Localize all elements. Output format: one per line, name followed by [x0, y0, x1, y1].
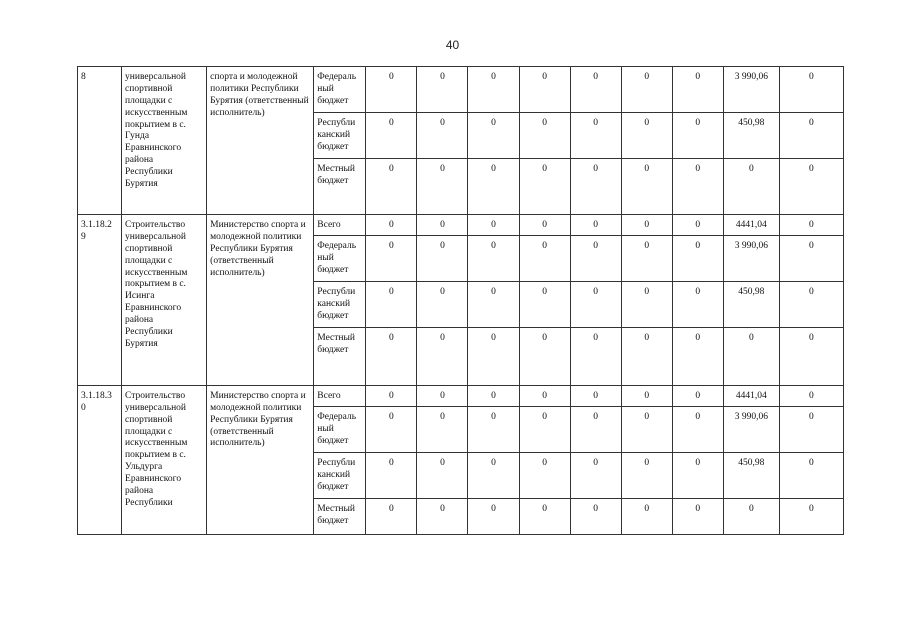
amount-cell: 0 [417, 406, 468, 452]
amount-cell: 0 [519, 281, 570, 327]
amount-cell: 0 [417, 215, 468, 236]
executor-cell: Министерство спорта и молодежной политики Республики Бурятия (ответственный исполнитель) [207, 215, 314, 386]
amount-cell: 0 [570, 159, 621, 215]
amount-cell: 0 [366, 406, 417, 452]
amount-cell: 0 [468, 215, 519, 236]
amount-cell: 0 [779, 215, 843, 236]
amount-cell: 0 [672, 452, 723, 498]
amount-cell: 0 [621, 67, 672, 113]
amount-cell: 0 [779, 235, 843, 281]
amount-cell: 0 [779, 452, 843, 498]
amount-cell: 0 [417, 113, 468, 159]
amount-cell: 0 [366, 159, 417, 215]
amount-cell: 3 990,06 [723, 406, 779, 452]
funding-source-cell: Федераль ный бюджет [314, 67, 366, 113]
amount-cell: 0 [519, 215, 570, 236]
amount-cell: 0 [672, 281, 723, 327]
amount-cell: 0 [519, 113, 570, 159]
amount-cell: 0 [417, 235, 468, 281]
amount-cell: 0 [519, 159, 570, 215]
amount-cell: 0 [570, 215, 621, 236]
activity-name-cell: Строительство универсальной спортивной площадки с искусственным покрытием в с. Исинга Еравнинского района Республики Бурятия [122, 215, 207, 386]
amount-cell: 0 [468, 385, 519, 406]
funding-source-cell: Местный бюджет [314, 159, 366, 215]
amount-cell: 450,98 [723, 113, 779, 159]
funding-source-cell: Всего [314, 385, 366, 406]
amount-cell: 0 [519, 67, 570, 113]
amount-cell: 0 [519, 327, 570, 385]
executor-cell: Министерство спорта и молодежной политики Республики Бурятия (ответственный исполнитель) [207, 385, 314, 534]
amount-cell: 0 [366, 281, 417, 327]
amount-cell: 0 [672, 498, 723, 534]
amount-cell: 0 [519, 452, 570, 498]
amount-cell: 0 [468, 498, 519, 534]
amount-cell: 0 [779, 406, 843, 452]
amount-cell: 0 [417, 67, 468, 113]
amount-cell: 0 [723, 159, 779, 215]
amount-cell: 0 [570, 498, 621, 534]
funding-source-cell: Республи канский бюджет [314, 452, 366, 498]
row-id-cell: 8 [78, 67, 122, 215]
budget-table [77, 66, 844, 535]
amount-cell: 0 [723, 327, 779, 385]
amount-cell: 0 [621, 281, 672, 327]
amount-cell: 0 [570, 113, 621, 159]
amount-cell: 0 [468, 406, 519, 452]
amount-cell: 0 [468, 452, 519, 498]
amount-cell: 0 [672, 235, 723, 281]
row-id-cell: 3.1.18.2 9 [78, 215, 122, 386]
amount-cell: 0 [672, 327, 723, 385]
table-row [78, 385, 844, 406]
amount-cell: 0 [366, 235, 417, 281]
amount-cell: 0 [468, 327, 519, 385]
funding-source-cell: Местный бюджет [314, 327, 366, 385]
amount-cell: 450,98 [723, 452, 779, 498]
amount-cell: 0 [672, 385, 723, 406]
amount-cell: 0 [366, 498, 417, 534]
amount-cell: 0 [779, 67, 843, 113]
table-row [78, 215, 844, 236]
amount-cell: 0 [417, 281, 468, 327]
amount-cell: 0 [468, 67, 519, 113]
amount-cell: 0 [672, 67, 723, 113]
funding-source-cell: Федераль ный бюджет [314, 235, 366, 281]
amount-cell: 0 [621, 452, 672, 498]
row-id-cell: 3.1.18.3 0 [78, 385, 122, 534]
amount-cell: 0 [570, 385, 621, 406]
amount-cell: 0 [417, 498, 468, 534]
amount-cell: 0 [366, 113, 417, 159]
amount-cell: 0 [779, 113, 843, 159]
amount-cell: 0 [519, 498, 570, 534]
amount-cell: 0 [672, 406, 723, 452]
amount-cell: 4441,04 [723, 385, 779, 406]
amount-cell: 0 [779, 281, 843, 327]
amount-cell: 0 [570, 452, 621, 498]
amount-cell: 0 [417, 452, 468, 498]
amount-cell: 0 [366, 67, 417, 113]
amount-cell: 0 [519, 385, 570, 406]
amount-cell: 0 [672, 215, 723, 236]
amount-cell: 0 [621, 235, 672, 281]
amount-cell: 0 [366, 452, 417, 498]
amount-cell: 0 [468, 159, 519, 215]
table-body [78, 67, 844, 535]
amount-cell: 3 990,06 [723, 235, 779, 281]
amount-cell: 0 [779, 159, 843, 215]
amount-cell: 0 [621, 385, 672, 406]
amount-cell: 0 [468, 235, 519, 281]
activity-name-cell: универсальной спортивной площадки с искусственным покрытием в с. Гунда Еравнинского района Республики Бурятия [122, 67, 207, 215]
funding-source-cell: Местный бюджет [314, 498, 366, 534]
amount-cell: 3 990,06 [723, 67, 779, 113]
amount-cell: 4441,04 [723, 215, 779, 236]
executor-cell: спорта и молодежной политики Республики Бурятия (ответственный исполнитель) [207, 67, 314, 215]
amount-cell: 0 [621, 159, 672, 215]
amount-cell: 0 [519, 235, 570, 281]
amount-cell: 0 [417, 159, 468, 215]
amount-cell: 0 [779, 498, 843, 534]
funding-source-cell: Республи канский бюджет [314, 113, 366, 159]
amount-cell: 450,98 [723, 281, 779, 327]
amount-cell: 0 [779, 385, 843, 406]
funding-source-cell: Республи канский бюджет [314, 281, 366, 327]
activity-name-cell: Строительство универсальной спортивной площадки с искусственным покрытием в с. Ульдурга Еравнинского района Республики [122, 385, 207, 534]
amount-cell: 0 [621, 327, 672, 385]
amount-cell: 0 [468, 281, 519, 327]
amount-cell: 0 [468, 113, 519, 159]
amount-cell: 0 [366, 215, 417, 236]
funding-source-cell: Федераль ный бюджет [314, 406, 366, 452]
amount-cell: 0 [417, 385, 468, 406]
amount-cell: 0 [570, 281, 621, 327]
amount-cell: 0 [621, 215, 672, 236]
amount-cell: 0 [672, 113, 723, 159]
amount-cell: 0 [519, 406, 570, 452]
amount-cell: 0 [570, 406, 621, 452]
amount-cell: 0 [779, 327, 843, 385]
amount-cell: 0 [366, 385, 417, 406]
amount-cell: 0 [621, 406, 672, 452]
table-row [78, 67, 844, 113]
amount-cell: 0 [621, 113, 672, 159]
amount-cell: 0 [672, 159, 723, 215]
amount-cell: 0 [570, 67, 621, 113]
amount-cell: 0 [570, 235, 621, 281]
amount-cell: 0 [417, 327, 468, 385]
amount-cell: 0 [366, 327, 417, 385]
amount-cell: 0 [723, 498, 779, 534]
amount-cell: 0 [621, 498, 672, 534]
funding-source-cell: Всего [314, 215, 366, 236]
page-number: 40 [445, 38, 460, 52]
amount-cell: 0 [570, 327, 621, 385]
